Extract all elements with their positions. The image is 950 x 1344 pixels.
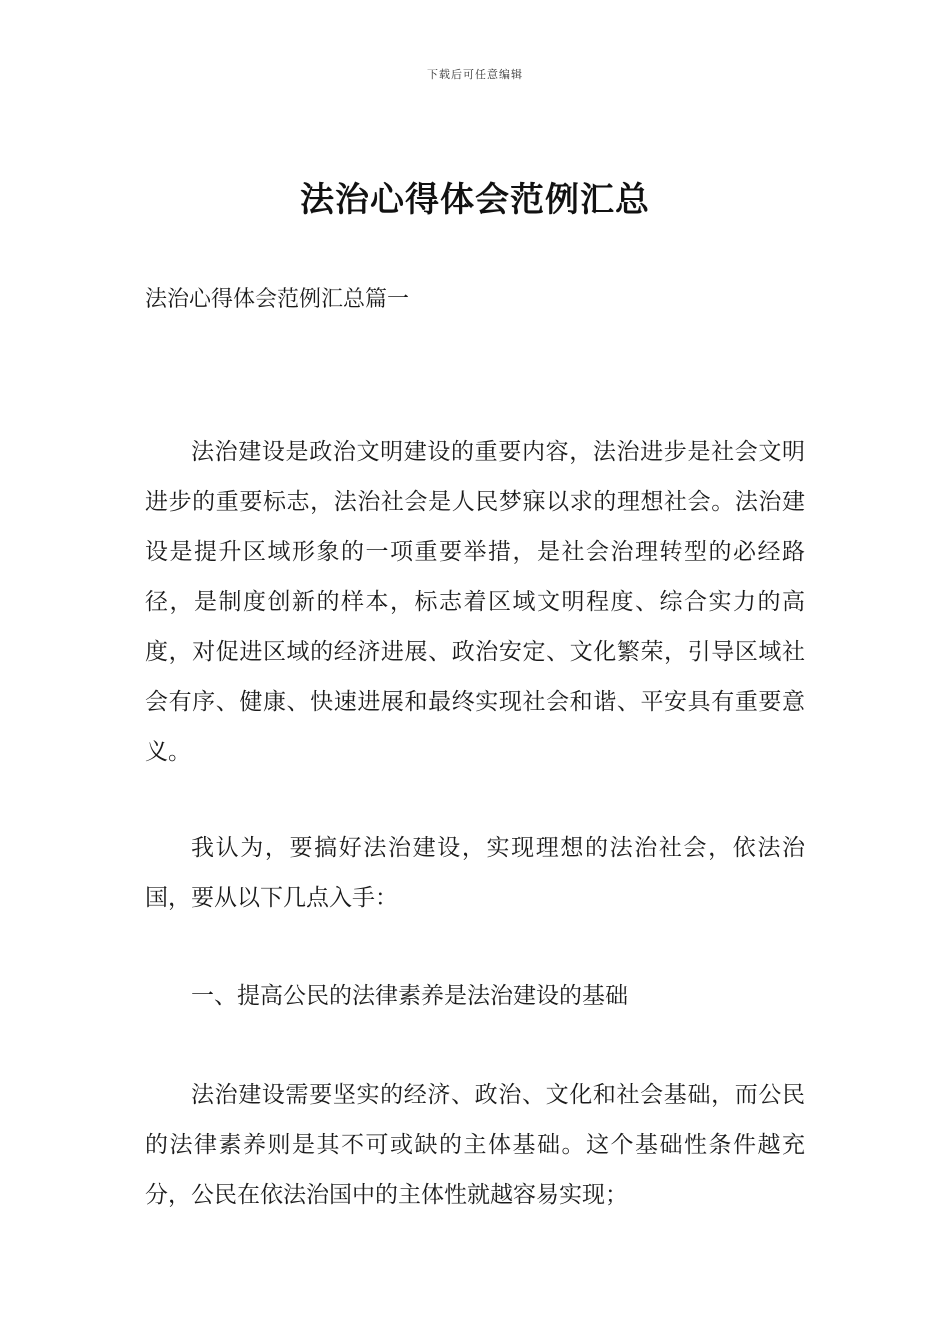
document-title: 法治心得体会范例汇总	[300, 180, 650, 220]
paragraph-3: 法治建设需要坚实的经济、政治、文化和社会基础，而公民的法律素养则是其不可或缺的主体基础。这个基础性条件越充分，公民在依法治国中的主体性就越容易实现；	[145, 1082, 805, 1208]
paragraph-1: 法治建设是政治文明建设的重要内容，法治进步是社会文明进步的重要标志，法治社会是人民梦寐以求的理想社会。法治建设是提升区域形象的一项重要举措，是社会治理转型的必经路径，是制度创新的样本，标志着区域文明程度、综合实力的高度，对促进区域的经济进展、政治安定、文化繁荣，引导区域社会有序、健康、快速进展和最终实现社会和谐、平安具有重要意义。	[145, 439, 805, 765]
header-note: 下载后可任意编辑	[427, 68, 523, 81]
section-subtitle: 法治心得体会范例汇总篇一	[145, 287, 410, 312]
section-heading-1: 一、提高公民的法律素养是法治建设的基础	[191, 983, 628, 1009]
paragraph-2: 我认为，要搞好法治建设，实现理想的法治社会，依法治国，要从以下几点入手：	[145, 835, 805, 911]
